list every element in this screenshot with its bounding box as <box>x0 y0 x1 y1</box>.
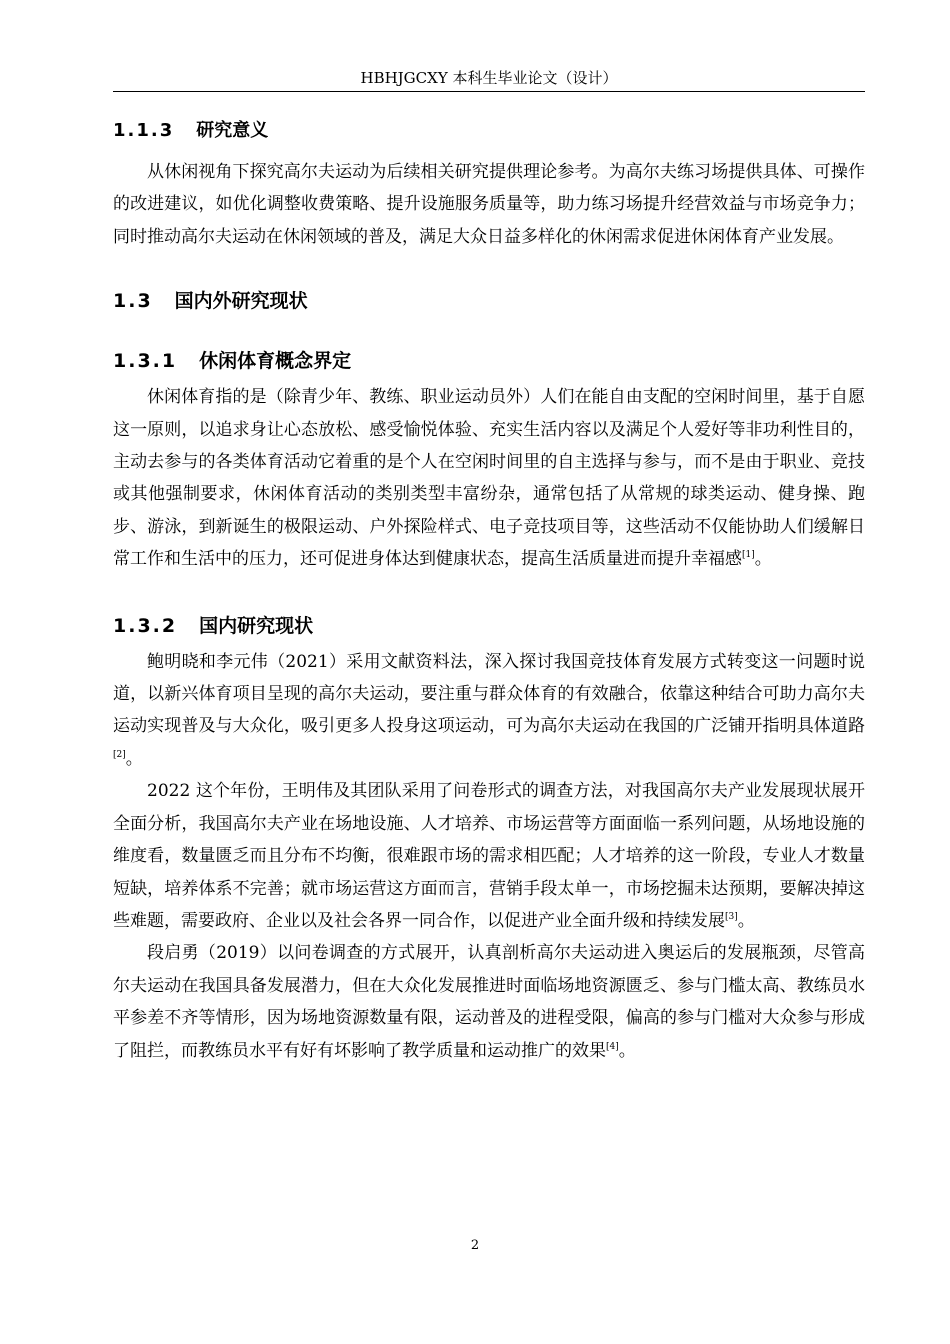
paragraph-end: 。 <box>737 910 755 931</box>
section-number: 1.3.2 <box>113 614 178 637</box>
paragraph-end: 。 <box>754 549 772 570</box>
paragraph <box>113 156 865 253</box>
section-title: 休闲体育概念界定 <box>199 350 352 373</box>
section-heading-1-3-1 <box>113 343 865 379</box>
section-heading-1-3 <box>113 283 865 319</box>
section-heading-1-3-2 <box>113 608 865 644</box>
paragraph-text: 段启勇（2019）以问卷调查的方式展开，认真剖析高尔夫运动进入奥运后的发展瓶颈，尽管高尔夫运动在我国具备发展潜力，但在大众化发展推进时面临场地资源匮乏、参与门槛太高、教练员水平参差不齐等情形，因为场地资源数量有限，运动普及的进程受限，偏高的参与门槛对大众参与形成了阻拦，而教练员水平有好有坏影响了教学质量和运动推广的效果 <box>113 943 865 1061</box>
section-title: 国内研究现状 <box>199 614 314 637</box>
paragraph <box>113 381 865 575</box>
section-number: 1.1.3 <box>113 120 175 141</box>
section-heading-1-1-3 <box>113 114 865 148</box>
section-title: 研究意义 <box>196 120 269 141</box>
paragraph-end: 。 <box>125 748 143 769</box>
header-rule <box>113 91 865 92</box>
paragraph <box>113 775 865 937</box>
page-body <box>113 112 865 1067</box>
citation: [1] <box>742 550 755 561</box>
page-header: HBHJGCXY 本科生毕业论文（设计） <box>360 69 618 87</box>
paragraph-text: 鲍明晓和李元伟（2021）采用文献资料法，深入探讨我国竞技体育发展方式转变这一问题时说道，以新兴体育项目呈现的高尔夫运动，要注重与群众体育的有效融合，依靠这种结合可助力高尔夫运动实现普及与大众化，吸引更多人投身这项运动，可为高尔夫运动在我国的广泛铺开指明具体道路 <box>113 651 865 737</box>
section-title: 国内外研究现状 <box>174 290 308 313</box>
paragraph-end: 。 <box>618 1040 636 1061</box>
paragraph-text: 从休闲视角下探究高尔夫运动为后续相关研究提供理论参考。为高尔夫练习场提供具体、可操作的改进建议，如优化调整收费策略、提升设施服务质量等，助力练习场提升经营效益与市场竞争力；同时推动高尔夫运动在休闲领域的普及，满足大众日益多样化的休闲需求促进休闲体育产业发展。 <box>113 162 865 247</box>
citation: [3] <box>725 911 738 922</box>
page-number: 2 <box>470 1238 480 1253</box>
citation: [2] <box>113 749 126 760</box>
paragraph <box>113 937 865 1067</box>
paragraph <box>113 646 865 776</box>
paragraph-text: 休闲体育指的是（除青少年、教练、职业运动员外）人们在能自由支配的空闲时间里，基于自愿这一原则，以追求身让心态放松、感受愉悦体验、充实生活内容以及满足个人爱好等非功利性目的，主动去参与的各类体育活动它着重的是个人在空闲时间里的自主选择与参与，而不是由于职业、竞技或其他强制要求，休闲体育活动的类别类型丰富纷杂，通常包括了从常规的球类运动、健身操、跑步、游泳，到新诞生的极限运动、户外探险样式、电子竞技项目等，这些活动不仅能协助人们缓解日常工作和生活中的压力，还可促进身体达到健康状态，提高生活质量进而提升幸福感 <box>113 387 865 570</box>
section-number: 1.3.1 <box>113 350 178 373</box>
citation: [4] <box>606 1041 619 1052</box>
paragraph-text: 2022 这个年份，王明伟及其团队采用了问卷形式的调查方法，对我国高尔夫产业发展现状展开全面分析，我国高尔夫产业在场地设施、人才培养、市场运营等方面面临一系列问题，从场地设施的维度看，数量匮乏而且分布不均衡，很难跟市场的需求相匹配；人才培养的这一阶段，专业人才数量短缺，培养体系不完善；就市场运营这方面而言，营销手段太单一，市场挖掘未达预期，要解决掉这些难题，需要政府、企业以及社会各界一同合作，以促进产业全面升级和持续发展 <box>113 781 865 931</box>
section-number: 1.3 <box>113 290 153 313</box>
